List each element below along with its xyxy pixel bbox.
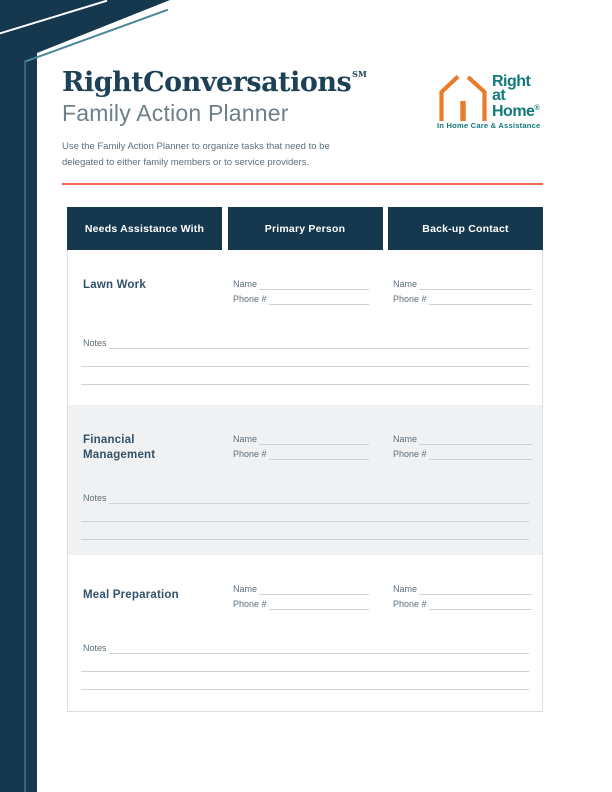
notes-field bbox=[83, 491, 529, 504]
name-label: Name bbox=[233, 584, 258, 594]
table-row-financial-management bbox=[68, 405, 542, 555]
table-row-lawn-work bbox=[68, 250, 542, 405]
name-blank-line bbox=[419, 434, 532, 445]
page-title bbox=[62, 67, 367, 98]
name-label: Name bbox=[393, 434, 418, 444]
notes-blank-line bbox=[81, 504, 529, 522]
notes-blank-line bbox=[81, 522, 529, 540]
task-label: Lawn Work bbox=[83, 279, 146, 291]
registered-mark: ® bbox=[534, 105, 540, 112]
primary-name-field bbox=[233, 580, 369, 595]
primary-phone-field bbox=[233, 445, 369, 460]
contact-fields bbox=[233, 275, 532, 305]
phone-label: Phone # bbox=[233, 599, 267, 609]
primary-person-fields bbox=[233, 580, 369, 610]
phone-label: Phone # bbox=[233, 449, 267, 459]
logo-word-right: Right bbox=[492, 73, 531, 90]
phone-blank-line bbox=[429, 449, 532, 460]
notes-field bbox=[83, 336, 529, 349]
backup-contact-fields bbox=[393, 430, 532, 460]
notes-section bbox=[83, 641, 529, 690]
phone-label: Phone # bbox=[393, 294, 427, 304]
phone-blank-line bbox=[269, 599, 369, 610]
backup-contact-fields bbox=[393, 275, 532, 305]
name-label: Name bbox=[393, 584, 418, 594]
backup-phone-field bbox=[393, 290, 532, 305]
logo-word-at: at bbox=[492, 86, 506, 104]
service-mark: SM bbox=[352, 69, 367, 79]
page-title-text: RightConversations bbox=[62, 67, 352, 98]
notes-label: Notes bbox=[83, 338, 107, 348]
contact-fields bbox=[233, 430, 532, 460]
table-body bbox=[67, 250, 543, 712]
backup-phone-field bbox=[393, 595, 532, 610]
orange-divider bbox=[62, 183, 543, 185]
band-vertical-line bbox=[24, 60, 26, 792]
notes-section bbox=[83, 491, 529, 540]
column-header-backup-contact: Back-up Contact bbox=[388, 207, 543, 250]
notes-blank-line bbox=[109, 493, 529, 504]
name-label: Name bbox=[233, 434, 258, 444]
name-blank-line bbox=[419, 279, 532, 290]
primary-person-fields bbox=[233, 430, 369, 460]
primary-phone-field bbox=[233, 290, 369, 305]
notes-blank-line bbox=[109, 643, 529, 654]
backup-name-field bbox=[393, 580, 532, 595]
notes-blank-line bbox=[109, 338, 529, 349]
column-header-needs-assistance: Needs Assistance With bbox=[67, 207, 222, 250]
primary-person-fields bbox=[233, 275, 369, 305]
backup-contact-fields bbox=[393, 580, 532, 610]
phone-blank-line bbox=[269, 294, 369, 305]
table-header-row bbox=[67, 207, 543, 250]
name-label: Name bbox=[393, 279, 418, 289]
table-row-meal-preparation bbox=[68, 555, 542, 711]
intro-text: Use the Family Action Planner to organize tasks that need to be delegated to either family members or to service providers. bbox=[62, 141, 330, 168]
backup-name-field bbox=[393, 275, 532, 290]
notes-blank-line bbox=[81, 654, 529, 672]
phone-blank-line bbox=[429, 294, 532, 305]
phone-label: Phone # bbox=[393, 449, 427, 459]
notes-blank-line bbox=[81, 367, 529, 385]
phone-label: Phone # bbox=[233, 294, 267, 304]
right-at-home-logo bbox=[437, 72, 553, 132]
backup-phone-field bbox=[393, 445, 532, 460]
task-label: Financial Management bbox=[83, 434, 156, 461]
notes-field bbox=[83, 641, 529, 654]
notes-section bbox=[83, 336, 529, 385]
notes-blank-line bbox=[81, 349, 529, 367]
primary-name-field bbox=[233, 275, 369, 290]
task-label: Meal Preparation bbox=[83, 589, 179, 601]
logo-word-home: Home bbox=[492, 103, 535, 120]
logo-tagline: In Home Care & Assistance bbox=[437, 121, 541, 130]
phone-blank-line bbox=[269, 449, 369, 460]
contact-fields bbox=[233, 580, 532, 610]
logo-wordmark bbox=[492, 75, 540, 119]
primary-phone-field bbox=[233, 595, 369, 610]
primary-name-field bbox=[233, 430, 369, 445]
column-header-primary-person: Primary Person bbox=[228, 207, 383, 250]
name-blank-line bbox=[259, 584, 369, 595]
page-subtitle: Family Action Planner bbox=[62, 100, 289, 126]
house-icon bbox=[438, 73, 488, 121]
notes-label: Notes bbox=[83, 643, 107, 653]
notes-blank-line bbox=[81, 672, 529, 690]
name-blank-line bbox=[419, 584, 532, 595]
backup-name-field bbox=[393, 430, 532, 445]
phone-blank-line bbox=[429, 599, 532, 610]
name-blank-line bbox=[259, 279, 369, 290]
notes-label: Notes bbox=[83, 493, 107, 503]
phone-label: Phone # bbox=[393, 599, 427, 609]
name-label: Name bbox=[233, 279, 258, 289]
name-blank-line bbox=[259, 434, 369, 445]
